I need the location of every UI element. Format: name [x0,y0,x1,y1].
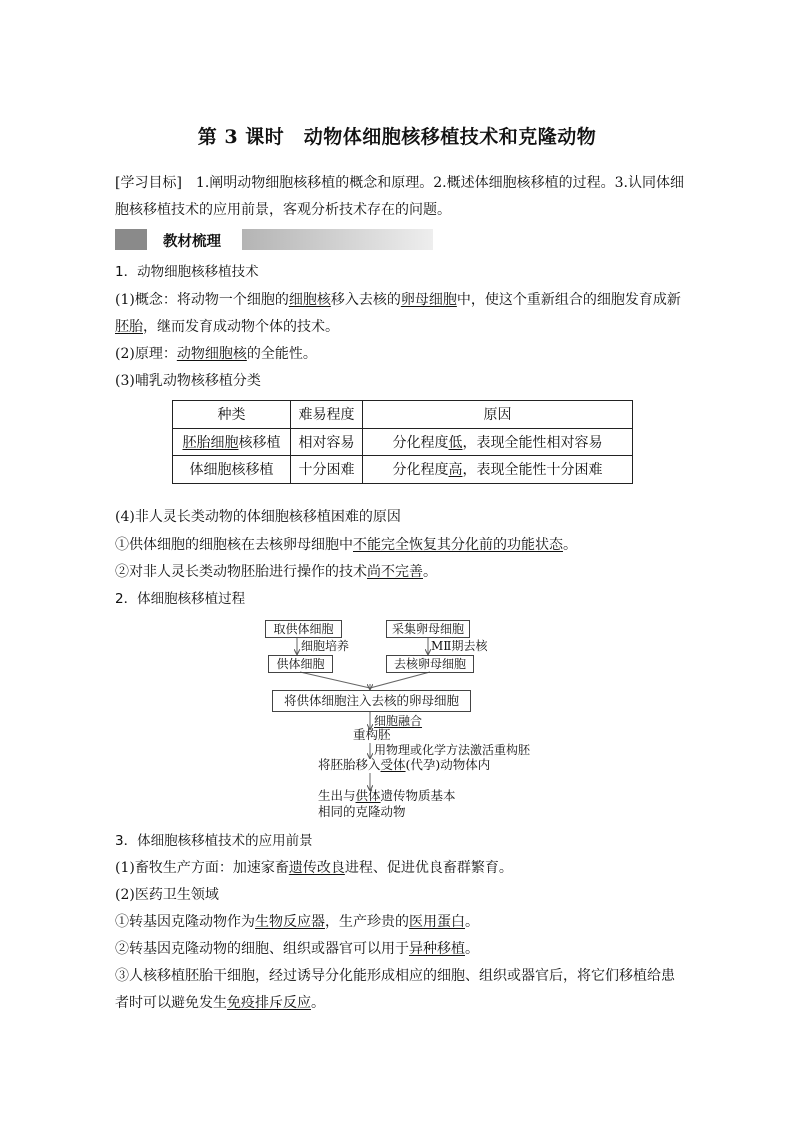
underlined-answer: 动物细胞核 [176,346,247,362]
inject-box: 将供体细胞注入去核的卵母细胞 [272,690,471,712]
text-segment: ，生产珍贵的 [325,914,409,930]
result-line-2: 相同的克隆动物 [318,804,406,819]
text-segment: 。 [423,564,437,580]
text-segment: 。 [465,941,479,957]
text-segment: 生出与 [318,788,356,803]
underlined-answer: 遗传改良 [288,860,345,876]
section-banner-label: 教材梳理 [163,234,221,250]
text-segment: 相对容易 [298,434,355,451]
text-segment: 核移植 [238,434,281,451]
text-segment: 胞核移植技术的应用前景，客观分析技术存在的问题。 [115,202,451,218]
reconstructed-embryo: 重构胚 [353,727,391,742]
enucleated-oocyte-box: 去核卵母细胞 [386,655,474,673]
underlined-answer: 不能完全恢复其分化前的功能状态 [353,537,563,553]
page-title: 第 3 课时 动物体细胞核移植技术和克隆动物 [197,126,597,148]
donor-source-box: 取供体细胞 [265,620,342,638]
result-line-1 [318,788,456,804]
text-segment: 体细胞核移植 [189,462,274,479]
text-segment: ，表现全能性相对容易 [462,434,603,451]
text-segment: 进程、促进优良畜群繁育。 [344,860,513,876]
underlined-answer: 低 [448,434,463,451]
text-segment: 者时可以避免发生 [115,995,227,1011]
underlined-answer: 卵母细胞 [400,292,457,308]
text-segment: 的全能性。 [246,346,317,362]
text-segment: 。 [563,537,577,553]
table-header: 难易程度 [291,401,363,429]
text-segment: 。 [311,995,325,1011]
text-segment: (4)非人灵长类动物的体细胞核移植困难的原因 [115,509,401,525]
underlined-answer: 生物反应器 [255,914,325,930]
underlined-answer: 医用蛋白 [409,914,465,930]
text-segment: (3)哺乳动物核移植分类 [115,373,261,389]
text-segment: 遗传物质基本 [380,788,456,803]
text-segment: 1．动物细胞核移植技术 [115,264,259,280]
enucleate-label: MⅡ期去核 [431,639,488,653]
transfer-step [318,757,490,773]
underlined-answer: 尚不完善 [367,564,423,580]
text-segment: ①转基因克隆动物作为 [115,914,255,930]
text-segment: 分化程度 [392,462,449,479]
text-segment: 将胚胎移入 [318,757,381,772]
text-segment: ，继而发育成动物个体的技术。 [143,319,339,335]
culture-label: 细胞培养 [301,639,350,653]
underlined-answer: 胚胎 [115,319,143,335]
text-segment: ③人核移植胚胎干细胞，经过诱导分化能形成相应的细胞、组织或器官后，将它们移植给患 [115,968,675,984]
text-segment: [学习目标] 1.阐明动物细胞核移植的概念和原理。2.概述体细胞核移植的过程。3.认同体细 [115,175,684,191]
text-segment: 移入去核的 [330,292,401,308]
underlined-answer: 受体 [380,757,406,772]
text-segment: 2．体细胞核移植过程 [115,591,246,607]
underlined-answer: 供体 [355,788,381,803]
text-segment: ，表现全能性十分困难 [462,462,603,479]
donor-cell-box: 供体细胞 [268,655,333,673]
text-segment: 3．体细胞核移植技术的应用前景 [115,833,313,849]
text-segment: (2)原理： [115,346,177,362]
text-segment: (2)医药卫生领域 [115,887,219,903]
text-segment: 。 [465,914,479,930]
text-segment: ②转基因克隆动物的细胞、组织或器官可以用于 [115,941,409,957]
underlined-answer: 高 [448,462,463,479]
fusion-label: 细胞融合 [374,714,423,728]
underlined-answer: 胚胎细胞 [182,434,239,451]
text-segment: (1)概念：将动物一个细胞的 [115,292,289,308]
text-segment: 中，使这个重新组合的细胞发育成新 [456,292,681,308]
text-segment: 十分困难 [298,462,355,479]
text-segment: 分化程度 [392,434,449,451]
text-segment: (代孕)动物体内 [405,757,491,772]
text-segment: ①供体细胞的细胞核在去核卵母细胞中 [115,537,353,553]
underlined-answer: 免疫排斥反应 [227,995,311,1011]
oocyte-source-box: 采集卵母细胞 [386,620,470,638]
activate-label: 用物理或化学方法激活重构胚 [374,743,531,757]
underlined-answer: 异种移植 [409,941,465,957]
text-segment: ②对非人灵长类动物胚胎进行操作的技术 [115,564,367,580]
underlined-answer: 细胞核 [288,292,331,308]
table-header: 种类 [173,401,291,429]
table-header: 原因 [363,401,633,429]
text-segment: (1)畜牧生产方面：加速家畜 [115,860,289,876]
